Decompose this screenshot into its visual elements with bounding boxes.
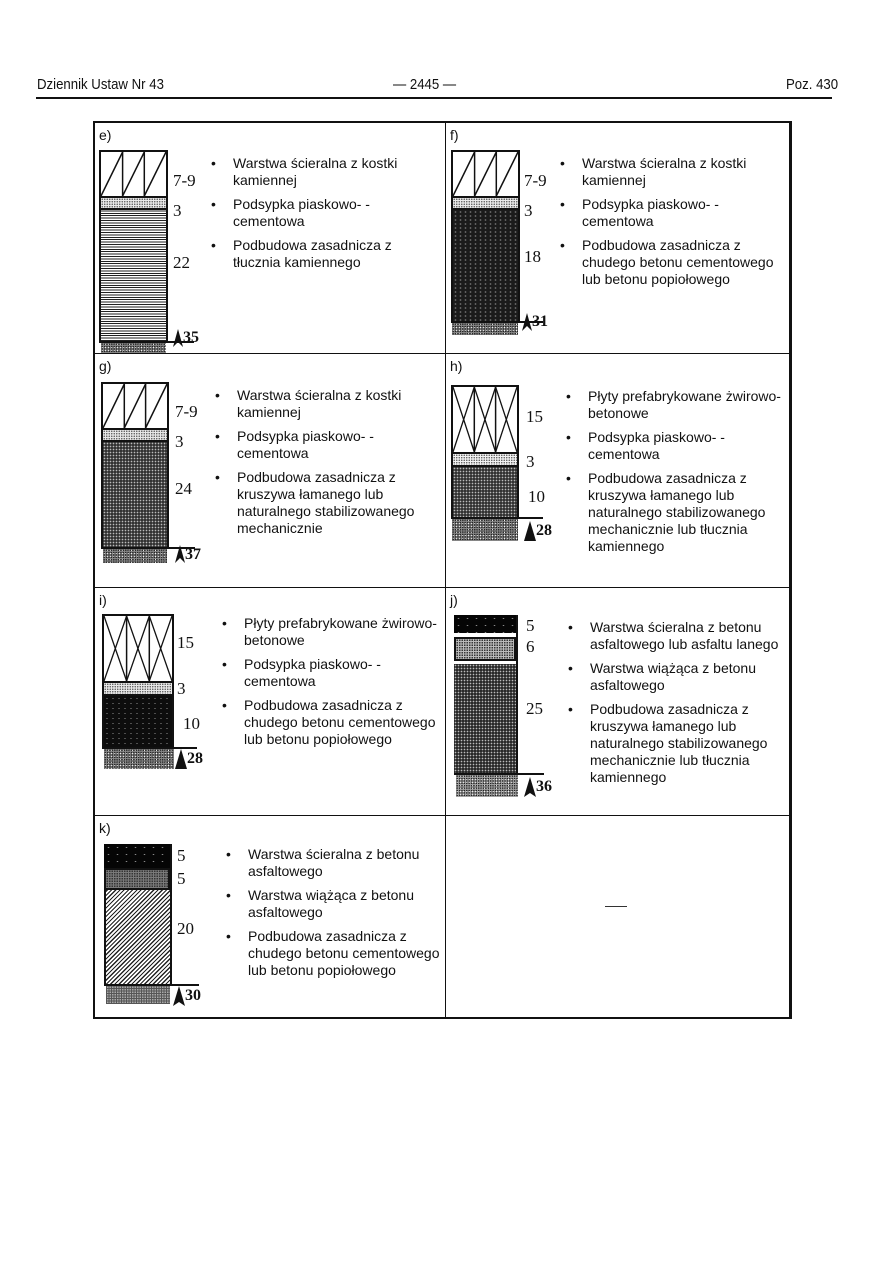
panel-k — [95, 816, 445, 1017]
layer-base — [101, 210, 166, 341]
layer-thickness: 18 — [524, 247, 541, 266]
layer-column — [451, 385, 519, 519]
arrow-up-icon — [522, 313, 532, 331]
layer-column — [101, 382, 169, 549]
layer-column — [454, 615, 518, 774]
panel-letter: h) — [450, 358, 463, 374]
layer-description: • Podbudowa zasadnicza z kruszywa łamanego lub naturalnego stabilizowanego mechanicznie lub tłucznia kamiennego — [566, 470, 788, 555]
page-header — [37, 76, 838, 98]
panel-letter: f) — [450, 127, 459, 143]
layer-thickness: 24 — [175, 479, 192, 498]
layer-thickness: 15 — [526, 407, 543, 426]
layer-description: • Warstwa ścieralna z kostki kamiennej — [560, 155, 780, 189]
layer-description: • Warstwa wiążąca z betonu asfaltowego — [568, 660, 790, 694]
layer-thickness: 7-9 — [175, 402, 198, 421]
layer-thickness: 7-9 — [524, 171, 547, 190]
layer-description: • Podbudowa zasadnicza z tłucznia kamiennego — [211, 237, 431, 271]
position-number: Poz. 430 — [785, 76, 838, 93]
journal-title: Dziennik Ustaw Nr 43 — [37, 76, 164, 93]
subgrade — [101, 343, 166, 353]
layer-thickness: 15 — [177, 633, 194, 652]
layer-sand-cement — [453, 198, 518, 210]
arrow-up-icon — [173, 986, 185, 1006]
layer-description: • Warstwa ścieralna z kostki kamiennej — [215, 387, 443, 421]
layer-asphalt-wearing — [104, 844, 170, 868]
layer-descriptions — [568, 619, 790, 793]
layer-asphalt-wearing — [454, 615, 516, 635]
layer-stone-cobble — [453, 152, 518, 198]
layer-sand-cement — [103, 430, 167, 442]
layer-sand-cement — [104, 683, 172, 696]
layer-column — [102, 614, 174, 749]
layer-sand-cement — [453, 454, 517, 467]
layer-thickness: 7-9 — [173, 171, 196, 190]
layer-thickness: 3 — [175, 432, 184, 451]
layer-description: • Podsypka piaskowo- -cementowa — [211, 196, 431, 230]
total-thickness: 30 — [185, 987, 201, 1004]
total-thickness: 28 — [187, 750, 203, 767]
panel-g — [95, 354, 445, 587]
panel-letter: g) — [99, 358, 112, 374]
layer-base — [104, 696, 172, 747]
layer-descriptions — [226, 846, 441, 986]
subgrade — [456, 775, 518, 797]
layer-thickness: 22 — [173, 253, 190, 272]
layer-description: • Podsypka piaskowo- -cementowa — [566, 429, 788, 463]
subgrade — [106, 986, 170, 1004]
layer-thickness: 5 — [526, 616, 535, 635]
layer-prefab-slabs — [453, 387, 517, 454]
subgrade — [104, 749, 174, 769]
layer-descriptions — [211, 155, 431, 278]
layer-thickness: 3 — [177, 679, 186, 698]
layer-description: • Podsypka piaskowo- -cementowa — [215, 428, 443, 462]
layer-description: • Podbudowa zasadnicza z kruszywa łamanego lub naturalnego stabilizowanego mechanicznie lub tłucznia kamiennego — [568, 701, 790, 786]
layer-descriptions — [222, 615, 437, 755]
arrow-up-icon — [524, 521, 536, 541]
panel-letter: i) — [99, 592, 107, 608]
layer-description: • Podbudowa zasadnicza z chudego betonu cementowego lub betonu popiołowego — [560, 237, 780, 288]
panel-empty — [446, 816, 791, 1017]
layer-base — [453, 210, 518, 321]
layer-thickness: 3 — [173, 201, 182, 220]
layer-base — [454, 664, 516, 774]
layer-base — [103, 442, 167, 547]
subgrade — [452, 519, 518, 541]
panel-letter: k) — [99, 820, 111, 836]
layer-description: • Podsypka piaskowo- -cementowa — [560, 196, 780, 230]
layer-description: • Warstwa wiążąca z betonu asfaltowego — [226, 887, 441, 921]
panel-letter: e) — [99, 127, 112, 143]
layer-column — [451, 150, 520, 323]
subgrade — [452, 323, 518, 335]
layer-thickness: 3 — [524, 201, 533, 220]
layer-base — [453, 467, 517, 517]
panel-f — [446, 123, 791, 353]
layer-asphalt-binder — [104, 868, 170, 890]
header-rule — [36, 97, 832, 99]
total-thickness: 28 — [536, 522, 552, 539]
layer-description: • Podsypka piaskowo- -cementowa — [222, 656, 437, 690]
page-number: — 2445 — — [393, 76, 457, 93]
total-thickness: 37 — [185, 546, 201, 563]
layer-descriptions — [560, 155, 780, 295]
layer-description: • Warstwa ścieralna z kostki kamiennej — [211, 155, 431, 189]
panel-e — [95, 123, 445, 353]
layer-description: • Płyty prefabrykowane żwirowo-betonowe — [222, 615, 437, 649]
layer-sand-cement — [101, 198, 166, 210]
layer-stone-cobble — [101, 152, 166, 198]
layer-thickness: 6 — [526, 637, 535, 656]
layer-description: • Podbudowa zasadnicza z chudego betonu cementowego lub betonu popiołowego — [222, 697, 437, 748]
panel-j — [446, 588, 791, 815]
layer-prefab-slabs — [104, 616, 172, 683]
layer-asphalt-binder — [454, 637, 516, 661]
layer-thickness: 20 — [177, 919, 194, 938]
subgrade — [103, 549, 167, 563]
layer-descriptions — [215, 387, 443, 544]
pavement-structures-table — [93, 121, 792, 1019]
layer-thickness: 5 — [177, 869, 186, 888]
layer-thickness: 25 — [526, 699, 543, 718]
layer-description: • Płyty prefabrykowane żwirowo-betonowe — [566, 388, 788, 422]
layer-description: • Podbudowa zasadnicza z kruszywa łamanego lub naturalnego stabilizowanego mechanicznie — [215, 469, 443, 537]
total-thickness: 35 — [183, 329, 199, 346]
total-thickness: 31 — [532, 313, 548, 330]
arrow-up-icon — [175, 545, 185, 563]
panel-letter: j) — [450, 592, 458, 608]
layer-description: • Warstwa ścieralna z betonu asfaltowego lub asfaltu lanego — [568, 619, 790, 653]
arrow-up-icon — [524, 777, 536, 797]
layer-description: • Warstwa ścieralna z betonu asfaltowego — [226, 846, 441, 880]
layer-descriptions — [566, 388, 788, 562]
dash-mark — [605, 906, 627, 907]
arrow-up-icon — [173, 329, 183, 347]
layer-base — [104, 890, 170, 985]
layer-column — [104, 844, 172, 985]
panel-h — [446, 354, 791, 587]
layer-thickness: 5 — [177, 846, 186, 865]
layer-thickness: 3 — [526, 452, 535, 471]
layer-column — [99, 150, 168, 343]
arrow-up-icon — [175, 749, 187, 769]
layer-description: • Podbudowa zasadnicza z chudego betonu cementowego lub betonu popiołowego — [226, 928, 441, 979]
total-thickness: 36 — [536, 778, 552, 795]
layer-stone-cobble — [103, 384, 167, 430]
layer-thickness: 10 — [183, 714, 200, 733]
layer-thickness: 10 — [528, 487, 545, 506]
panel-i — [95, 588, 445, 815]
